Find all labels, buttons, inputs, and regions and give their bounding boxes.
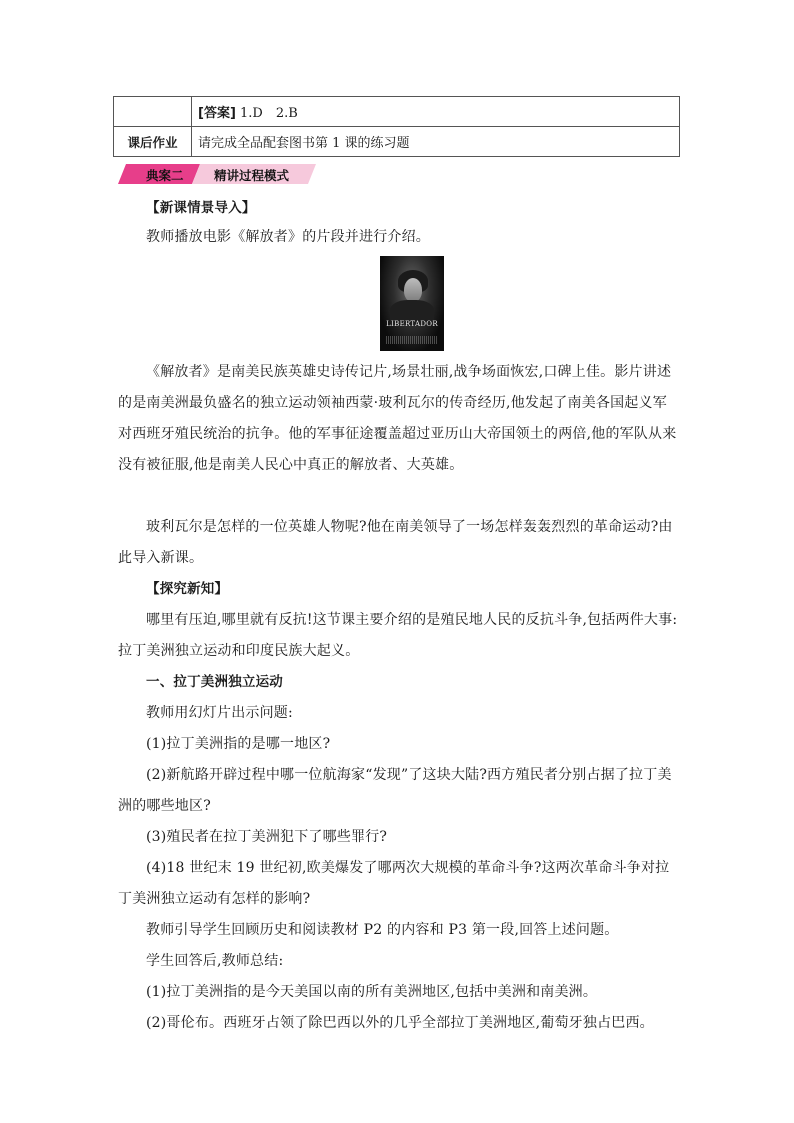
- intro-heading: 【新课情景导入】: [146, 200, 256, 216]
- paragraph-transition: 玻利瓦尔是怎样的一位英雄人物呢?他在南美领导了一场怎样轰轰烈烈的革命运动?由此导入新课。: [118, 519, 673, 566]
- intro-text: 教师播放电影《解放者》的片段并进行介绍。: [146, 229, 430, 245]
- answer-text: 1.D 2.B: [235, 106, 298, 121]
- question-4: (4)18 世纪末 19 世纪初,欧美爆发了哪两次大规模的革命斗争?这两次革命斗争对拉丁美洲独立运动有怎样的影响?: [118, 860, 670, 907]
- question-3: (3)殖民者在拉丁美洲犯下了哪些罪行?: [146, 829, 388, 845]
- table-row: [114, 97, 680, 127]
- poster-title: LIBERTADOR: [386, 320, 438, 328]
- paragraph-overview: 哪里有压迫,哪里就有反抗!这节课主要介绍的是殖民地人民的反抗斗争,包括两件大事:拉丁美洲独立运动和印度民族大起义。: [118, 612, 678, 659]
- table-row: [114, 127, 680, 157]
- table-cell-homework-label: 课后作业: [114, 127, 192, 157]
- banner-left-label: 典案二: [146, 168, 184, 183]
- answer-2: (2)哥伦布。西班牙占领了除巴西以外的几乎全部拉丁美洲地区,葡萄牙独占巴西。: [146, 1015, 654, 1031]
- movie-poster-image: [380, 256, 444, 351]
- banner-right-label: 精讲过程模式: [214, 168, 290, 183]
- table-cell-label: [114, 97, 192, 127]
- table-cell-homework-text: 请完成全品配套图书第 1 课的练习题: [192, 127, 680, 157]
- answer-tag: [答案]: [198, 106, 236, 121]
- paragraph-summary: 学生回答后,教师总结:: [146, 953, 284, 969]
- subsection-heading: 一、拉丁美洲独立运动: [146, 674, 283, 690]
- paragraph-slides: 教师用幻灯片出示问题:: [146, 705, 293, 721]
- paragraph-guide: 教师引导学生回顾历史和阅读教材 P2 的内容和 P3 第一段,回答上述问题。: [146, 922, 619, 938]
- section-banner: [118, 164, 318, 184]
- paragraph-intro-film: 《解放者》是南美民族英雄史诗传记片,场景壮丽,战争场面恢宏,口碑上佳。影片讲述的是南美洲最负盛名的独立运动领袖西蒙·玻利瓦尔的传奇经历,他发起了南美各国起义军对西班牙殖民统治的抗争。他的军事征途覆盖超过亚历山大帝国领土的两倍,他的军队从来没有被征服,他是南美人民心中真正的解放者、大英雄。: [118, 364, 677, 473]
- lesson-table: [113, 96, 680, 157]
- explore-heading: 【探究新知】: [146, 581, 229, 597]
- table-cell-answer: [192, 97, 680, 127]
- question-2: (2)新航路开辟过程中哪一位航海家“发现”了这块大陆?西方殖民者分别占据了拉丁美洲的哪些地区?: [118, 767, 672, 814]
- question-1: (1)拉丁美洲指的是哪一地区?: [146, 736, 331, 752]
- answer-1: (1)拉丁美洲指的是今天美国以南的所有美洲地区,包括中美洲和南美洲。: [146, 984, 598, 1000]
